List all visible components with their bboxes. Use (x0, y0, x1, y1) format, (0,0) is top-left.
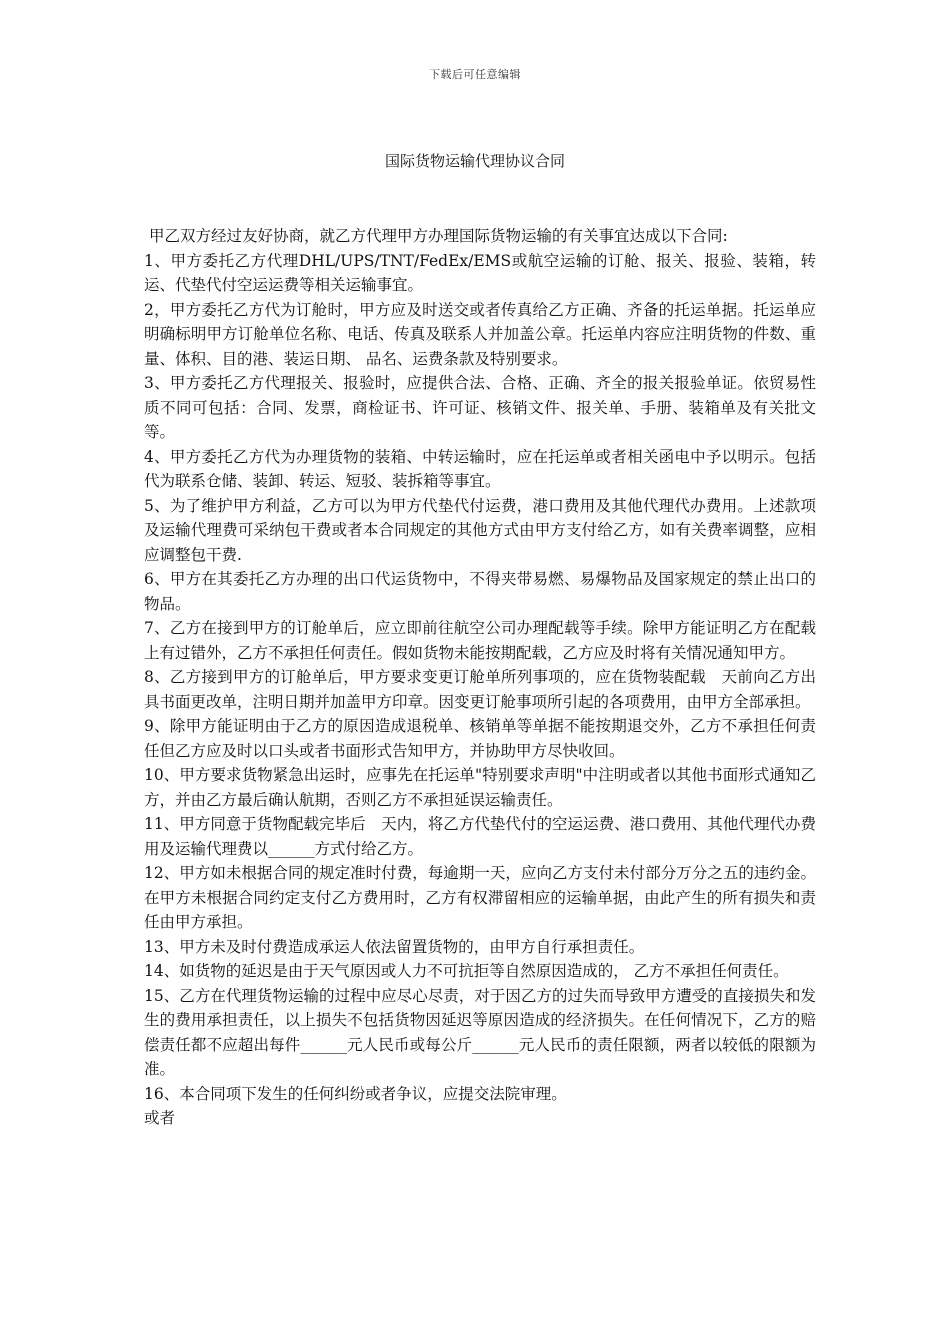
intro-paragraph: 甲乙双方经过友好协商，就乙方代理甲方办理国际货物运输的有关事宜达成以下合同: (149, 227, 728, 245)
document-body (144, 224, 816, 1131)
clause-10: 10、甲方要求货物紧急出运时，应事先在托运单"特别要求声明"中注明或者以其他书面形式通知乙方，并由乙方最后确认航期，否则乙方不承担延误运输责任。 (144, 766, 816, 809)
page-header: 下载后可任意编辑 (429, 68, 521, 81)
document-title: 国际货物运输代理协议合同 (384, 152, 565, 170)
clause-13: 13、甲方未及时付费造成承运人依法留置货物的，由甲方自行承担责任。 (144, 937, 645, 956)
clause-2: 2，甲方委托乙方代为订舱时，甲方应及时送交或者传真给乙方正确、齐备的托运单据。托运单应明确标明甲方订舱单位名称、电话、传真及联系人并加盖公章。托运单内容应注明货物的件数、重量、体积、目的港、装运日期、 品名、运费条款及特别要求。 (144, 300, 816, 368)
clause-11: 11、甲方同意于货物配载完毕后 天内，将乙方代垫代付的空运运费、港口费用、其他代理代办费用及运输代理费以______方式付给乙方。 (144, 815, 816, 858)
clause-16: 16、本合同项下发生的任何纠纷或者争议，应提交法院审理。 (144, 1084, 567, 1103)
clause-5: 5、为了维护甲方利益，乙方可以为甲方代垫代付运费，港口费用及其他代理代办费用。上述款项及运输代理费可采纳包干费或者本合同规定的其他方式由甲方支付给乙方，如有关费率调整，应相应调整包干费. (144, 496, 816, 564)
closing-text: 或者 (144, 1109, 176, 1127)
clause-6: 6、甲方在其委托乙方办理的出口代运货物中，不得夹带易燃、易爆物品及国家规定的禁止出口的物品。 (144, 570, 816, 613)
clause-12: 12、甲方如未根据合同的规定准时付费，每逾期一天，应向乙方支付未付部分万分之五的违约金。在甲方未根据合同约定支付乙方费用时，乙方有权滞留相应的运输单据，由此产生的所有损失和责任由甲方承担。 (144, 864, 816, 931)
clause-14: 14、如货物的延迟是由于天气原因或人力不可抗拒等自然原因造成的， 乙方不承担任何责任。 (144, 962, 789, 980)
clause-1: 1、甲方委托乙方代理DHL/UPS/TNT/FedEx/EMS或航空运输的订舱、报关、报验、装箱，转运、代垫代付空运运费等相关运输事宜。 (144, 251, 816, 294)
clause-15: 15、乙方在代理货物运输的过程中应尽心尽责，对于因乙方的过失而导致甲方遭受的直接损失和发生的费用承担责任，以上损失不包括货物因延迟等原因造成的经济损失。在任何情况下，乙方的赔偿责任都不应超出每件______元人民币或每公斤______元人民币的责任限额，两者以较低的限额为准。 (144, 986, 816, 1078)
clause-8: 8、乙方接到甲方的订舱单后，甲方要求变更订舱单所列事项的，应在货物装配载 天前向乙方出具书面更改单，注明日期并加盖甲方印章。因变更订舱事项所引起的各项费用，由甲方全部承担。 (144, 668, 816, 711)
clause-4: 4、甲方委托乙方代为办理货物的装箱、中转运输时，应在托运单或者相关函电中予以明示。包括代为联系仓储、装卸、转运、短驳、装拆箱等事宜。 (144, 447, 816, 490)
clause-9: 9、除甲方能证明由于乙方的原因造成退税单、核销单等单据不能按期退交外，乙方不承担任何责任但乙方应及时以口头或者书面形式告知甲方，并协助甲方尽快收回。 (144, 717, 816, 760)
clause-7: 7、乙方在接到甲方的订舱单后，应立即前往航空公司办理配载等手续。除甲方能证明乙方在配载上有过错外，乙方不承担任何责任。假如货物未能按期配载，乙方应及时将有关情况通知甲方。 (144, 619, 816, 662)
clause-3: 3、甲方委托乙方代理报关、报验时，应提供合法、合格、正确、齐全的报关报验单证。依贸易性质不同可包括：合同、发票，商检证书、许可证、核销文件、报关单、手册、装箱单及有关批文等。 (144, 374, 816, 441)
